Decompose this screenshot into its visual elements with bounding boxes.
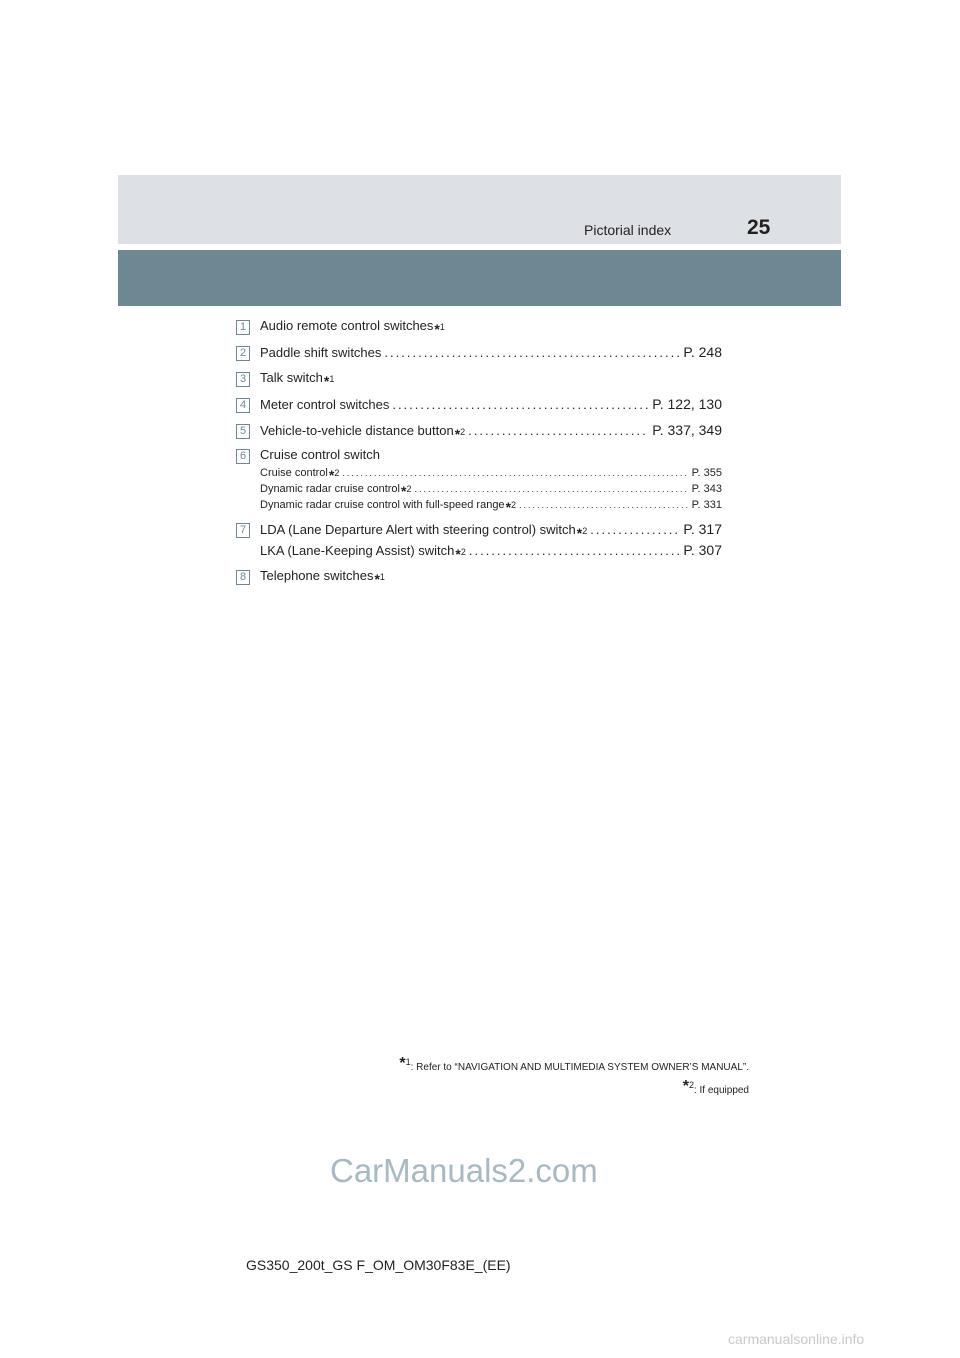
item-label: Meter control switches <box>260 397 390 412</box>
sub-list-item[interactable] <box>260 467 722 483</box>
footnote-ref: *2 <box>455 546 466 562</box>
page-ref[interactable]: P. 337, 349 <box>652 422 722 438</box>
page-ref[interactable]: P. 331 <box>691 499 722 511</box>
page-ref[interactable]: P. 248 <box>683 344 722 360</box>
dot-leader <box>414 484 688 494</box>
footnote-ref: *1 <box>323 373 335 389</box>
list-item[interactable] <box>260 344 722 360</box>
footnote-ref: *2 <box>505 499 517 515</box>
list-item[interactable] <box>260 422 722 442</box>
page-ref[interactable]: P. 122, 130 <box>652 396 722 412</box>
item-label: Talk switch <box>260 370 323 385</box>
item-label: Cruise control switch <box>260 447 380 462</box>
list-item[interactable] <box>260 568 722 587</box>
page-ref[interactable]: P. 355 <box>691 467 722 479</box>
footnote-ref: *1 <box>374 571 385 587</box>
item-label: Paddle shift switches <box>260 345 382 360</box>
footnote-ref: *2 <box>401 483 412 499</box>
dot-leader <box>590 522 680 537</box>
dot-leader <box>342 468 688 478</box>
item-label: LDA (Lane Departure Alert with steering control) switch <box>260 522 576 537</box>
item-label: Vehicle-to-vehicle distance button <box>260 423 454 438</box>
dot-leader <box>519 500 689 510</box>
item-number-5: 5 <box>236 424 250 439</box>
item-label: Telephone switches <box>260 568 374 583</box>
item-number-2: 2 <box>236 346 250 361</box>
list-item[interactable] <box>260 318 722 337</box>
item-number-4: 4 <box>236 398 250 413</box>
page-number: 25 <box>747 216 771 239</box>
footnote-1: *1: Refer to “NAVIGATION AND MULTIMEDIA SYSTEM OWNER’S MANUAL”. <box>399 1055 749 1073</box>
item-number-7: 7 <box>236 523 250 538</box>
section-title: Pictorial index <box>584 222 672 238</box>
sub-list-item[interactable] <box>260 499 722 515</box>
item-label: Audio remote control switches <box>260 318 434 333</box>
list-item[interactable] <box>260 521 722 541</box>
dot-leader <box>392 397 649 412</box>
footnote-ref: *2 <box>576 525 588 541</box>
list-item[interactable] <box>260 396 722 412</box>
dot-leader <box>384 345 680 360</box>
sub-item-label: Dynamic radar cruise control with full-speed range <box>260 499 505 511</box>
sub-list-item[interactable] <box>260 483 722 499</box>
dot-leader <box>469 543 680 558</box>
list-item[interactable] <box>260 542 722 562</box>
footnote-ref: *1 <box>434 321 445 337</box>
dot-leader <box>468 423 649 438</box>
watermark: CarManuals2.com <box>330 1152 598 1189</box>
page-ref[interactable]: P. 307 <box>683 542 722 558</box>
item-label: LKA (Lane-Keeping Assist) switch <box>260 543 455 558</box>
index-list <box>0 0 960 640</box>
sub-item-label: Dynamic radar cruise control <box>260 483 400 495</box>
footnote-2: *2: If equipped <box>682 1078 749 1096</box>
sub-item-label: Cruise control <box>260 467 328 479</box>
list-item[interactable] <box>260 370 722 389</box>
footnote-ref: *2 <box>454 426 466 442</box>
list-item <box>260 447 722 462</box>
document-code: GS350_200t_GS F_OM_OM30F83E_(EE) <box>246 1257 511 1273</box>
item-number-3: 3 <box>236 372 250 387</box>
site-watermark: carmanualsonline.info <box>728 1331 865 1347</box>
page-ref[interactable]: P. 343 <box>691 483 722 495</box>
item-number-1: 1 <box>236 320 250 335</box>
item-number-8: 8 <box>236 570 250 585</box>
page-ref[interactable]: P. 317 <box>683 521 722 537</box>
footnote-ref: *2 <box>328 467 340 483</box>
item-number-6: 6 <box>236 449 250 464</box>
